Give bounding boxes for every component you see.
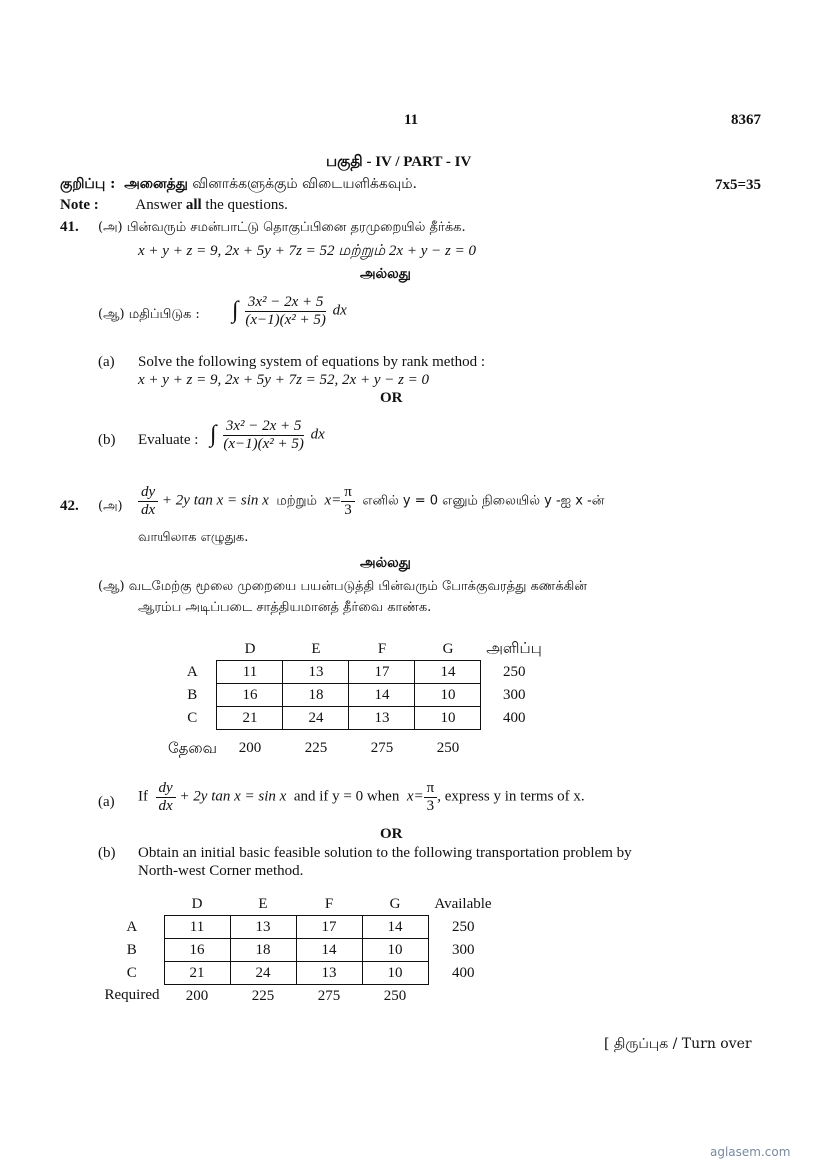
demand-value: 200 — [185, 987, 209, 1004]
note-en-bold: all — [185, 197, 202, 213]
q41-ta-integral — [232, 294, 347, 328]
table-cell: 14 — [415, 661, 481, 684]
marks: 7x5=35 — [715, 177, 762, 193]
column-header: D — [244, 640, 256, 657]
q42-en-b-line2: North-west Corner method. — [138, 863, 304, 879]
row-label-header — [168, 638, 217, 661]
table-cell: 10 — [415, 684, 481, 707]
q42-en-b-label: (b) — [98, 845, 116, 861]
integral-dx-en: dx — [310, 426, 325, 443]
supply-value: 250 — [452, 918, 475, 935]
table-cell: 24 — [283, 707, 349, 730]
q42-en-a-mid: + 2y tan x = sin x — [179, 788, 287, 805]
pi-over-3-en — [424, 780, 438, 814]
integral-den: (x−1)(x² + 5) — [245, 311, 326, 328]
q42-x-eq: x= — [324, 492, 342, 509]
integral-num-en: 3x² − 2x + 5 — [223, 418, 305, 436]
demand-label: Required — [104, 987, 160, 1004]
row-label: A — [126, 918, 138, 935]
part-title: பகுதி - IV / PART - IV — [326, 154, 472, 170]
integral-sign-en: ∫ — [210, 421, 217, 448]
dx-en: dx — [158, 797, 173, 814]
q42-ta-a-cont: வாயிலாக எழுதுக. — [138, 530, 249, 545]
table-cell: 16 — [164, 939, 230, 962]
table-row — [100, 939, 498, 962]
table-header-row — [168, 638, 547, 661]
demand-row — [168, 730, 547, 768]
q41-en-b-text: Evaluate : — [138, 432, 199, 448]
three: 3 — [344, 501, 352, 518]
row-label: A — [186, 663, 198, 680]
column-header: G — [442, 640, 454, 657]
pi-over-3 — [341, 484, 355, 518]
table-cell: 21 — [217, 707, 283, 730]
watermark: aglasem.com — [710, 1145, 791, 1159]
supply-value: 250 — [502, 663, 526, 680]
table-cell: 21 — [164, 962, 230, 985]
table-cell: 14 — [349, 684, 415, 707]
row-label: C — [126, 964, 137, 981]
q42-en-if: If — [138, 788, 148, 805]
row-label: B — [187, 686, 198, 703]
table-cell: 17 — [349, 661, 415, 684]
dy-en: dy — [156, 780, 176, 798]
q41-ta-a — [98, 220, 466, 236]
q42-ta-a-mid: + 2y tan x = sin x — [161, 492, 269, 509]
table-row — [168, 684, 547, 707]
note-en-label: Note : — [60, 197, 99, 213]
q41-ta-a-eq: x + y + z = 9, 2x + 5y + 7z = 52 மற்றும் 2x + y − z = 0 — [138, 243, 476, 259]
q41-en-a-eq: x + y + z = 9, 2x + 5y + 7z = 52, 2x + y − z = 0 — [138, 372, 430, 388]
integral-dx: dx — [332, 302, 347, 319]
supply-value: 300 — [502, 686, 526, 703]
demand-row — [100, 985, 498, 1008]
q42-en-a-tail: , express y in terms of x. — [437, 788, 585, 805]
supply-header: Available — [434, 895, 492, 912]
table-cell: 17 — [296, 916, 362, 939]
table-cell: 10 — [362, 962, 428, 985]
note-ta-label: குறிப்பு : — [60, 176, 116, 192]
page-number: 11 — [404, 112, 419, 128]
supply-header: அளிப்பு — [486, 639, 542, 658]
q41-or-ta: அல்லது — [360, 266, 411, 282]
row-label: B — [126, 941, 137, 958]
q41-ta-b-text: மதிப்பிடுக : — [128, 307, 200, 322]
note-en-text-1: Answer — [135, 197, 183, 213]
q42-ta-and: மற்றும் — [276, 493, 317, 509]
dy: dy — [138, 484, 158, 502]
dx: dx — [141, 501, 156, 518]
table-cell: 14 — [362, 916, 428, 939]
q41-ta-a-text: பின்வரும் சமன்பாட்டு தொகுப்பினை தரமுறையில் தீர்க்க. — [126, 220, 466, 235]
integral-sign: ∫ — [232, 297, 239, 324]
note-ta — [60, 176, 417, 194]
q42-ta-b — [98, 579, 587, 595]
column-header: F — [324, 895, 334, 912]
q42-x-eq-en: x= — [406, 788, 424, 805]
q42-ta-a-label: (அ) — [98, 499, 123, 514]
table-row — [100, 916, 498, 939]
note-ta-bold: அனைத்து — [124, 176, 188, 192]
q42-or-ta: அல்லது — [360, 555, 411, 571]
table-cell: 24 — [230, 962, 296, 985]
q42-ta-a-cond: எனில் y = 0 எனும் நிலையில் y -ஐ x -ன் — [362, 493, 605, 509]
integral-num: 3x² − 2x + 5 — [245, 294, 327, 312]
turn-over: [ திருப்புக / Turn over — [604, 1036, 752, 1052]
column-header: F — [377, 640, 387, 657]
q42-ta-a-eq — [138, 484, 604, 518]
dy-dx-fraction-en — [156, 780, 176, 814]
table-cell: 18 — [230, 939, 296, 962]
demand-value: 250 — [436, 740, 460, 757]
table-cell: 10 — [362, 939, 428, 962]
q42-ta-b-label: (ஆ) — [98, 579, 125, 594]
table-cell: 11 — [217, 661, 283, 684]
table-row — [168, 661, 547, 684]
transport-table-en — [100, 893, 498, 1007]
q42-en-a-label: (a) — [98, 794, 115, 810]
three-en: 3 — [426, 797, 435, 814]
table-cell: 16 — [217, 684, 283, 707]
demand-spacer — [481, 730, 547, 768]
paper-code: 8367 — [731, 112, 761, 128]
table-cell: 11 — [164, 916, 230, 939]
table-cell: 13 — [230, 916, 296, 939]
table-cell: 18 — [283, 684, 349, 707]
integral-den-en: (x−1)(x² + 5) — [223, 435, 304, 452]
table-en-grid — [100, 893, 498, 1007]
table-row — [100, 962, 498, 985]
table-cell: 13 — [283, 661, 349, 684]
table-cell: 10 — [415, 707, 481, 730]
integral-fraction — [242, 294, 329, 328]
q41-number: 41. — [60, 219, 79, 235]
q41-ta-b — [98, 307, 200, 323]
pi: π — [341, 484, 355, 502]
q41-en-a-text: Solve the following system of equations by rank method : — [138, 354, 486, 370]
table-ta-grid — [168, 638, 547, 768]
demand-value: 225 — [304, 740, 328, 757]
q41-en-integral — [210, 418, 325, 452]
demand-value: 225 — [251, 987, 275, 1004]
pi-en: π — [424, 780, 438, 798]
transport-table-ta — [168, 638, 547, 768]
column-header: E — [311, 640, 321, 657]
table-header-row — [100, 893, 498, 916]
demand-value: 250 — [383, 987, 407, 1004]
q42-number: 42. — [60, 498, 79, 514]
q42-ta-b-line1: வடமேற்கு மூலை முறையை பயன்படுத்தி பின்வரும் போக்குவரத்து கணக்கின் — [128, 579, 587, 594]
integral-fraction-en — [220, 418, 307, 452]
note-en-text-2: the questions. — [205, 197, 288, 213]
row-label: C — [187, 709, 198, 726]
q41-en-a-label: (a) — [98, 354, 115, 370]
q42-en-a-eq — [138, 780, 585, 814]
q41-ta-b-label: (ஆ) — [98, 307, 125, 322]
demand-label: தேவை — [168, 738, 217, 757]
column-header: G — [389, 895, 401, 912]
table-cell: 13 — [349, 707, 415, 730]
row-label-header — [100, 893, 164, 916]
note-en — [60, 197, 288, 214]
column-header: D — [191, 895, 203, 912]
table-cell: 13 — [296, 962, 362, 985]
table-cell: 14 — [296, 939, 362, 962]
dy-dx-fraction — [138, 484, 158, 518]
table-row — [168, 707, 547, 730]
q41-ta-a-label: (அ) — [98, 220, 123, 235]
q42-en-b-line1: Obtain an initial basic feasible solution to the following transportation problem by — [138, 845, 632, 861]
column-header: E — [258, 895, 268, 912]
demand-value: 275 — [317, 987, 341, 1004]
demand-value: 275 — [370, 740, 394, 757]
note-ta-text: வினாக்களுக்கும் விடையளிக்கவும். — [192, 176, 417, 192]
demand-spacer — [428, 985, 498, 1008]
q42-ta-b-line2: ஆரம்ப அடிப்படை சாத்தியமானத் தீர்வை காண்க. — [138, 600, 432, 615]
supply-value: 300 — [452, 941, 475, 958]
supply-value: 400 — [502, 709, 526, 726]
q42-en-a-cond: and if y = 0 when — [293, 788, 400, 805]
q41-or-en: OR — [380, 390, 403, 406]
demand-value: 200 — [238, 740, 262, 757]
q41-en-b-label: (b) — [98, 432, 116, 448]
q42-or-en: OR — [380, 826, 403, 842]
supply-value: 400 — [452, 964, 475, 981]
